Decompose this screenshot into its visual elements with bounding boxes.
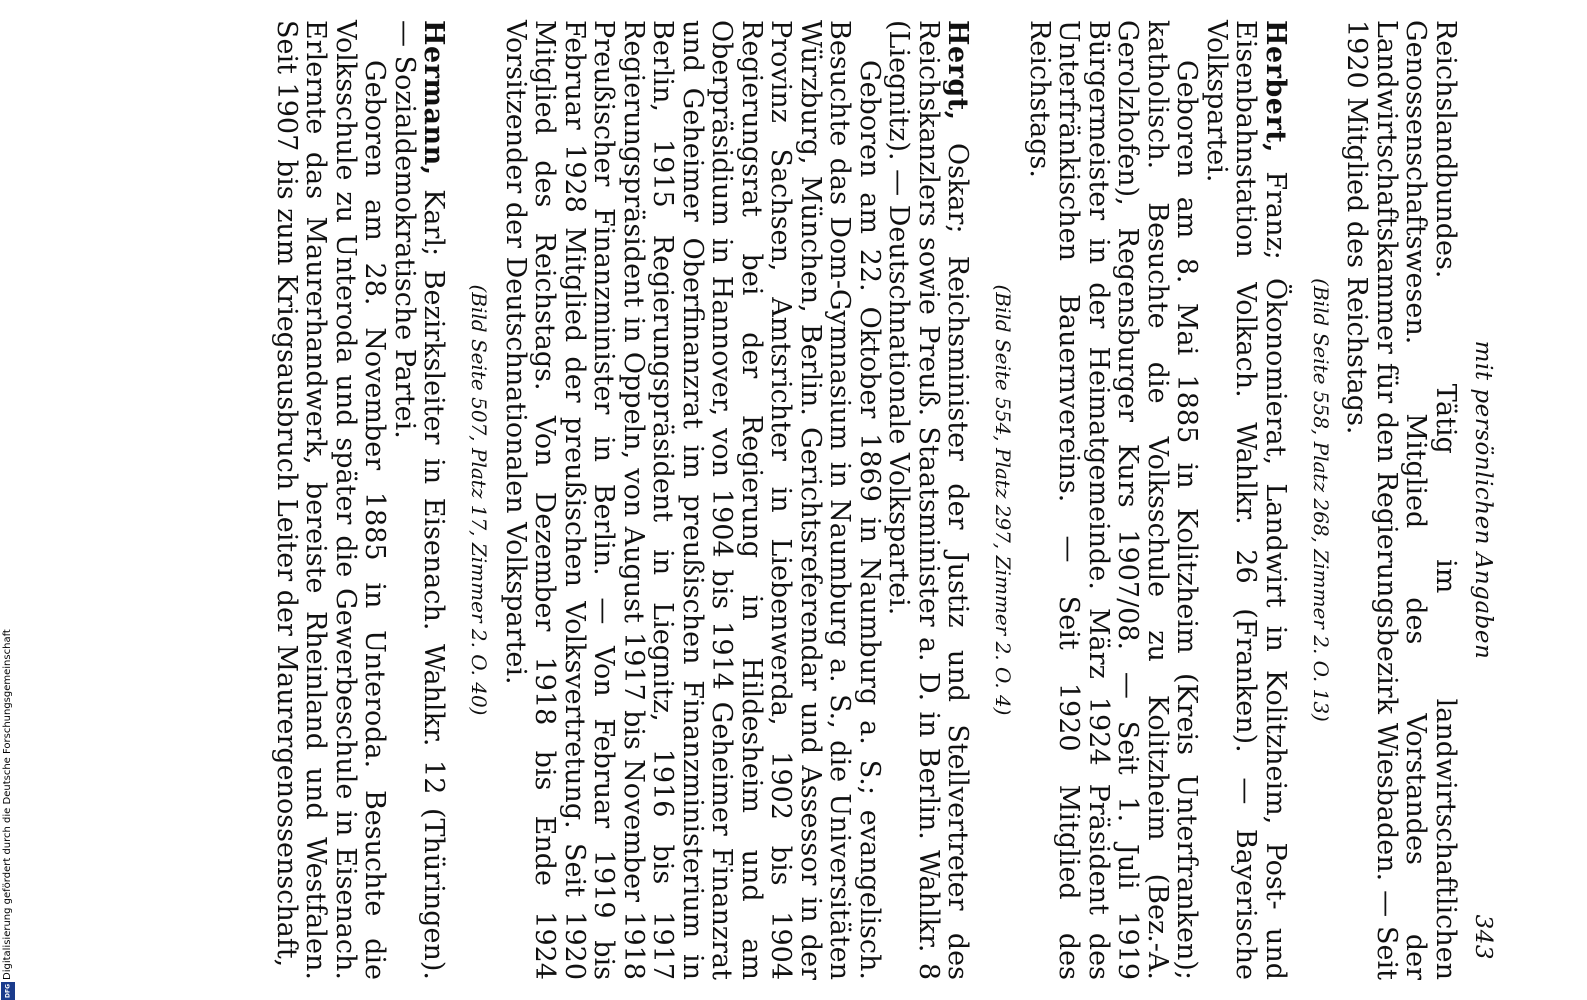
entry-biography: Geboren am 8. Mai 1885 in Kolitzheim (Kreis Unterfranken); katholisch. Besuchte die Volksschule zu Kolitzheim (Bez.-A. Gerolzhofen), Regensburger Kurs 1907/08. — Seit 1. Juli 1919 Bürgermeister in der Heimatgemeinde. März 1924 Präsident des Unterfränkischen Bauernvereins. — Seit 1920 Mitglied des Reichstags. xyxy=(1024,20,1203,980)
entry-biography: Geboren am 28. November 1885 in Unteroda. Besuchte die Volksschule zu Unteroda und später die Gewerbeschule in Eisenach. Erlernte das Maurerhandwerk, bereiste Rheinland und Westfalen. Seit 1907 bis zum Kriegsausbruch Leiter der Maurergenossenschaft, xyxy=(271,20,391,980)
entry-reference: (Bild Seite 558, Platz 268, Zimmer 2. O. 13) xyxy=(1309,278,1333,722)
entry-name: Herbert, xyxy=(1260,20,1291,154)
digitization-note xyxy=(2,600,14,980)
entry-reference: (Bild Seite 554, Platz 297, Zimmer 2. O. 4) xyxy=(991,284,1016,716)
running-head xyxy=(1460,20,1500,980)
entry-summary: Franz; Ökonomierat, Landwirt in Kolitzheim, Post- und Eisenbahnstation Volkach. Wahlkr. 26 (Franken). — Bayerische Volkspartei. xyxy=(1201,20,1291,980)
entry-header xyxy=(1202,20,1291,980)
digitization-note-text: Digitalisierung gefördert durch die Deutsche Forschungsgemeinschaft xyxy=(2,629,13,980)
entry-biography: Geboren am 22. Oktober 1869 in Naumburg a. S.; evangelisch. Besuchte das Dom-Gymnasium in Naumburg a. S., die Universitäten Würzburg, München, Berlin. Gerichtsreferendar und Assessor in der Provinz Sachsen, Amtsrichter in Liebenwerda, 1902 bis 1904 Regierungsrat bei der Regierung in Hildesheim und am Oberpräsidium in Hannover, von 1904 bis 1914 Geheimer Finanzrat und Geheimer Oberfinanzrat im preußischen Finanzministerium in Berlin, 1915 Regierungspräsident in Liegnitz, 1916 bis 1917 Regierungspräsident in Oppeln, von August 1917 bis November 1918 Preußischer Finanzminister in Berlin. — Von Februar 1919 bis Februar 1928 Mitglied der preußischen Volksvertretung. Seit 1920 Mitglied des Reichstags. Von Dezember 1918 bis Ende 1924 Vorsitzender der Deutschnationalen Volkspartei. xyxy=(500,20,885,980)
entry-reference: (Bild Seite 507, Platz 17, Zimmer 2. O. 40) xyxy=(467,284,492,716)
rotated-text-block xyxy=(80,20,1500,980)
entry-summary: Oskar; Reichsminister der Justiz und Stellvertreter des Reichskanzlers sowie Preuß. Staatsminister a. D. in Berlin. Wahlkr. 8 (Liegnitz). — Deutschnationale Volkspartei. xyxy=(883,20,974,980)
entry-name: Hermann, xyxy=(418,20,450,176)
entry-header xyxy=(390,20,449,980)
entry-summary: Karl; Bezirksleiter in Eisenach. Wahlkr. 12 (Thüringen). — Sozialdemokratische Partei. xyxy=(389,20,450,980)
page-number: 343 xyxy=(1470,914,1496,960)
entry-header xyxy=(884,20,973,980)
dfg-logo: DFG xyxy=(1,982,15,1000)
entry-name: Hergt, xyxy=(942,20,974,121)
entry-continuation: Reichslandbundes. Tätig im landwirtschaftlichen Genossenschaftswesen. Mitglied des Vorstandes der Landwirtschaftskammer für den Regierungsbezirk Wiesbaden. — Seit 1920 Mitglied des Reichstags. xyxy=(1341,20,1461,980)
running-head-title: mit persönlichen Angaben xyxy=(1470,340,1496,660)
